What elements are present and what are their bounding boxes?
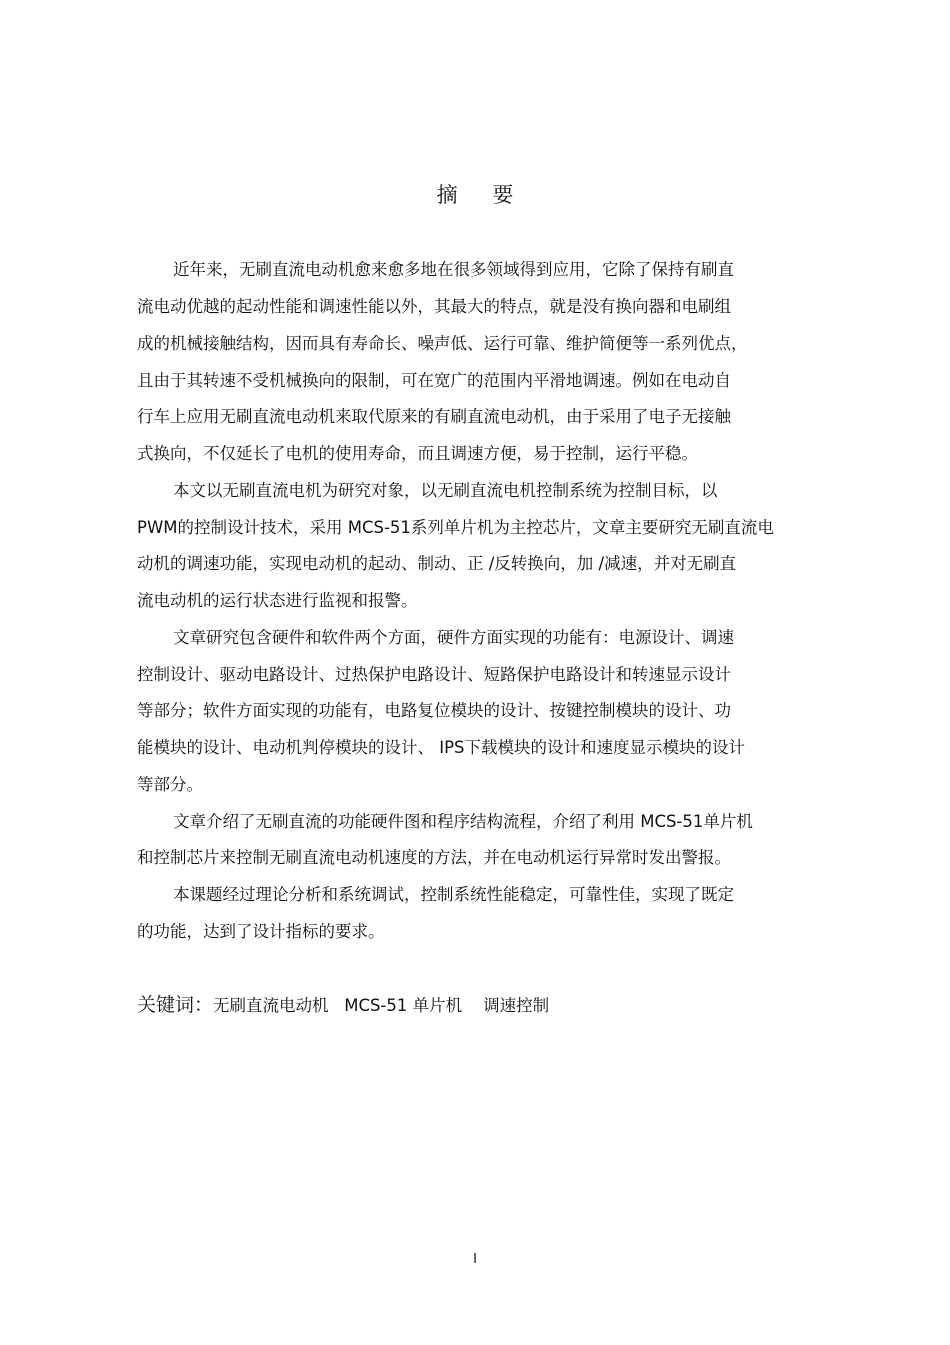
abstract-line: 流电动优越的起动性能和调速性能以外，其最大的特点，就是没有换向器和电刷组 bbox=[137, 297, 731, 316]
page-number: I bbox=[473, 1252, 477, 1267]
keywords-row bbox=[137, 993, 549, 1018]
abstract-line: 且由于其转速不受机械换向的限制，可在宽广的范围内平滑地调速。例如在电动自 bbox=[137, 371, 731, 390]
abstract-line: 式换向，不仅延长了电机的使用寿命，而且调速方便，易于控制，运行平稳。 bbox=[137, 444, 698, 463]
abstract-line: PWM的控制设计技术，采用 MCS-51系列单片机为主控芯片，文章主要研究无刷直流电 bbox=[137, 518, 774, 537]
abstract-line: 等部分；软件方面实现的功能有，电路复位模块的设计、按键控制模块的设计、功 bbox=[137, 701, 731, 720]
abstract-line: 流电动机的运行状态进行监视和报警。 bbox=[137, 591, 418, 610]
abstract-line: 文章介绍了无刷直流的功能硬件图和程序结构流程，介绍了利用 MCS-51单片机 bbox=[173, 812, 753, 831]
abstract-line: 能模块的设计、电动机判停模块的设计、 IPS下载模块的设计和速度显示模块的设计 bbox=[137, 738, 746, 757]
abstract-line: 动机的调速功能，实现电动机的起动、制动、正 /反转换向，加 /减速，并对无刷直 bbox=[137, 554, 737, 573]
abstract-line: 等部分。 bbox=[137, 775, 203, 794]
abstract-title: 摘 要 bbox=[436, 183, 528, 207]
abstract-line: 的功能，达到了设计指标的要求。 bbox=[137, 922, 385, 941]
keywords-label: 关键词： bbox=[137, 994, 214, 1016]
abstract-line: 成的机械接触结构，因而具有寿命长、噪声低、运行可靠、维护简便等一系列优点， bbox=[137, 334, 748, 353]
abstract-line: 文章研究包含硬件和软件两个方面，硬件方面实现的功能有：电源设计、调速 bbox=[173, 628, 734, 647]
abstract-line: 行车上应用无刷直流电动机来取代原来的有刷直流电动机，由于采用了电子无接触 bbox=[137, 407, 731, 426]
abstract-line: 近年来，无刷直流电动机愈来愈多地在很多领域得到应用，它除了保持有刷直 bbox=[173, 260, 734, 279]
abstract-line: 控制设计、驱动电路设计、过热保护电路设计、短路保护电路设计和转速显示设计 bbox=[137, 665, 731, 684]
abstract-line: 和控制芯片来控制无刷直流电动机速度的方法，并在电动机运行异常时发出警报。 bbox=[137, 848, 731, 867]
keywords-values: 无刷直流电动机 MCS-51 单片机 调速控制 bbox=[213, 996, 550, 1015]
abstract-line: 本文以无刷直流电机为研究对象，以无刷直流电机控制系统为控制目标，以 bbox=[173, 481, 718, 500]
abstract-line: 本课题经过理论分析和系统调试，控制系统性能稳定，可靠性佳，实现了既定 bbox=[173, 885, 734, 904]
